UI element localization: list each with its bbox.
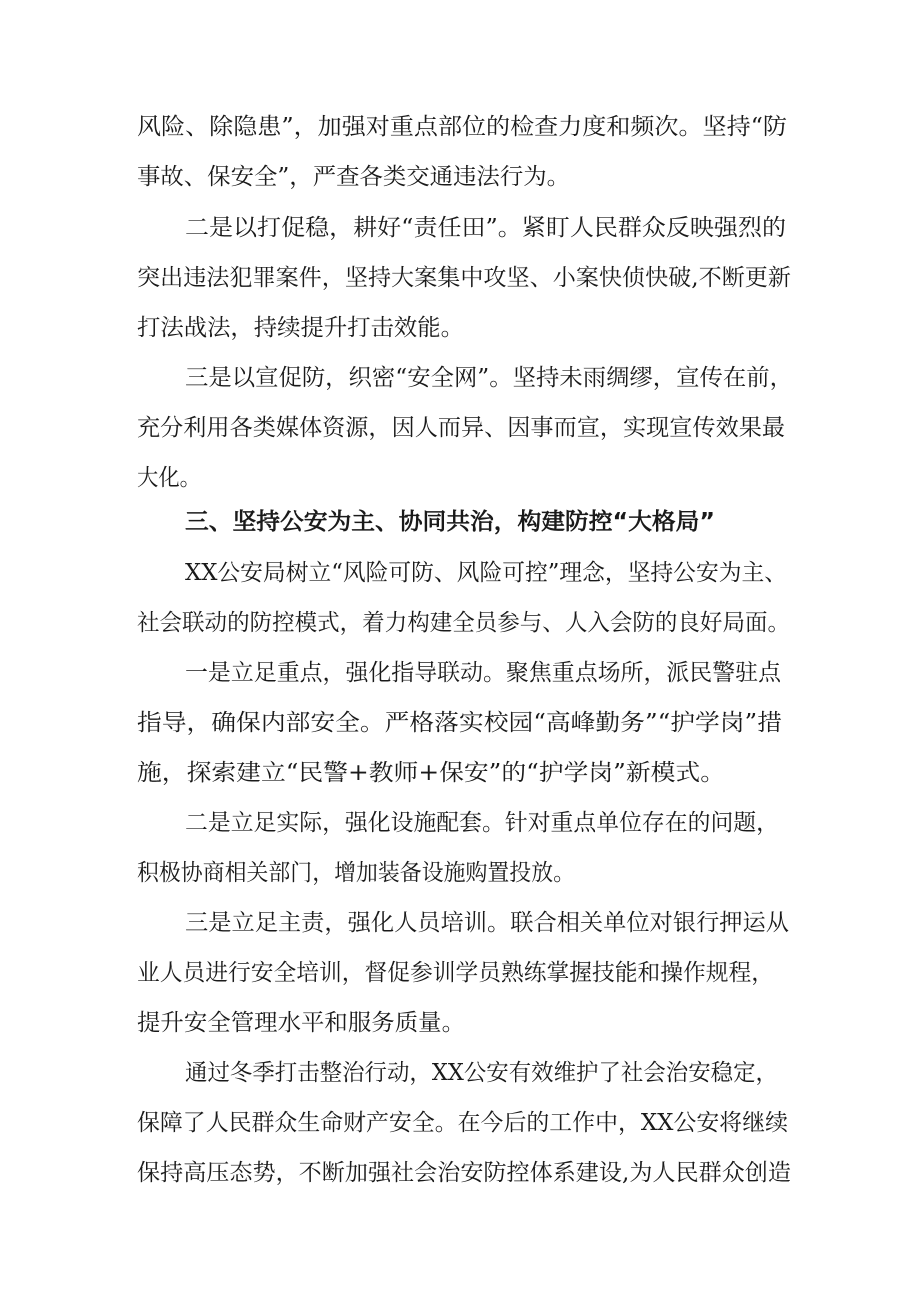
paragraph-first-line [0,653,920,693]
line-text: 指导，确保内部安全。严格落实校园“高峰勤务”“护学岗”措 [137,710,782,736]
line-text: 二是以打促稳，耕好“责任田”。紧盯人民群众反映强烈的 [185,215,786,241]
line-text: XX公安局树立“风险可防、风险可控”理念，坚持公安为主、 [185,560,787,586]
line-text: 三是立足主责，强化人员培训。联合相关单位对银行押运从 [185,910,789,936]
text-line [0,258,920,298]
paragraph-first-line [0,903,920,943]
line-text: 二是立足实际，强化设施配套。针对重点单位存在的问题， [185,810,779,836]
text-line [0,308,920,348]
text-line [0,157,920,197]
text-line [0,853,920,893]
line-text: 突出违法犯罪案件，坚持大案集中攻坚、小案快侦快破,不断更新 [137,265,791,291]
text-line [0,1153,920,1193]
line-text: 积极协商相关部门，增加装备设施购置投放。 [137,860,575,886]
line-text: 充分利用各类媒体资源，因人而异、因事而宣，实现宣传效果最 [137,415,785,441]
line-text: 打法战法，持续提升打击效能。 [137,315,464,341]
text-line [0,603,920,643]
text-line [0,753,920,793]
paragraph-first-line [0,1053,920,1093]
line-text: 通过冬季打击整治行动，XX公安有效维护了社会治安稳定， [185,1060,778,1086]
line-text: 施，探索建立“民警+教师+保安”的“护学岗”新模式。 [137,760,725,786]
text-line [0,703,920,743]
section-heading-text: 三、坚持公安为主、协同共治，构建防控“大格局” [185,509,715,535]
line-text: 提升安全管理水平和服务质量。 [137,1010,465,1036]
line-text: 事故、保安全”，严查各类交通违法行为。 [137,164,570,190]
paragraph-first-line [0,803,920,843]
line-text: 大化。 [137,465,201,491]
line-text: 社会联动的防控模式，着力构建全员参与、人入会防的良好局面。 [137,610,790,636]
line-text: 一是立足重点，强化指导联动。聚焦重点场所，派民警驻点 [185,660,781,686]
line-text: 三是以宣促防，织密“安全网”。坚持未雨绸缪，宣传在前， [185,365,793,391]
text-line [0,1103,920,1143]
paragraph-first-line [0,553,920,593]
section-heading [0,502,920,542]
text-line [0,107,920,147]
text-line [0,1003,920,1043]
text-line [0,953,920,993]
paragraph-first-line [0,358,920,398]
line-text: 业人员进行安全培训，督促参训学员熟练掌握技能和操作规程， [137,960,774,986]
line-text: 保障了人民群众生命财产安全。在今后的工作中，XX公安将继续 [137,1110,788,1136]
line-text: 风险、除隐患”，加强对重点部位的检查力度和频次。坚持“防 [137,114,787,140]
text-line [0,458,920,498]
line-text: 保持高压态势，不断加强社会治安防控体系建设,为人民群众创造 [137,1160,791,1186]
paragraph-first-line [0,208,920,248]
text-line [0,408,920,448]
